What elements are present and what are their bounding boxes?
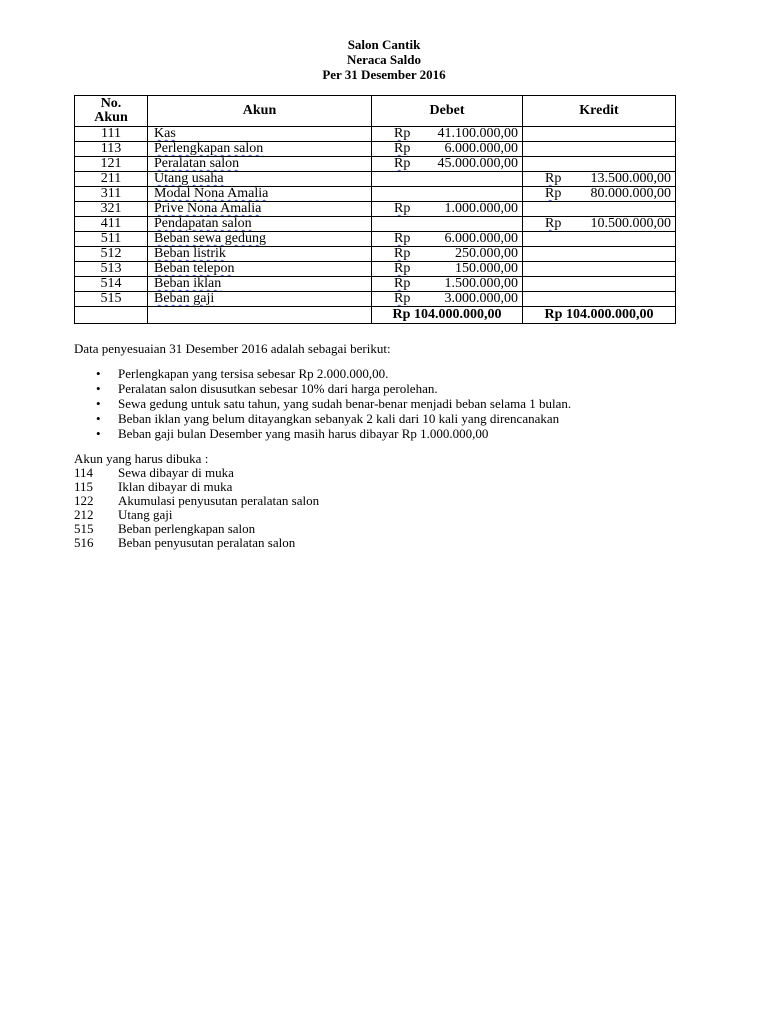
- debet-amount: 45.000.000,00: [437, 156, 518, 171]
- account-code: 516: [74, 535, 94, 550]
- adjustment-item: [74, 366, 571, 381]
- kredit-cell: [523, 172, 676, 187]
- account-name-text: Utang usaha: [154, 171, 224, 186]
- currency-label: Rp: [394, 156, 411, 171]
- account-title: Akumulasi penyusutan peralatan salon: [118, 493, 320, 508]
- total-row: [75, 307, 676, 324]
- debet-amount: 250.000,00: [455, 246, 518, 261]
- kredit-amount: 80.000.000,00: [590, 186, 671, 201]
- account-code: 114: [74, 465, 94, 480]
- account-number: 511: [75, 232, 148, 247]
- account-name: [148, 292, 372, 307]
- debet-cell: [372, 277, 523, 292]
- table-row: [75, 187, 676, 202]
- adjustment-text: Beban iklan yang belum ditayangkan sebanyak 2 kali dari 10 kali yang direncanakan: [118, 411, 560, 426]
- account-name: [148, 202, 372, 217]
- account-number: 311: [75, 187, 148, 202]
- adjustment-item: [74, 396, 571, 411]
- debet-amount: 1.500.000,00: [444, 276, 518, 291]
- list-item: [74, 536, 319, 550]
- table-row: [75, 232, 676, 247]
- debet-cell: [372, 202, 523, 217]
- account-number: 113: [75, 142, 148, 157]
- adjustment-item: [74, 381, 571, 396]
- account-name-text: Beban iklan: [154, 276, 222, 291]
- table-row: [75, 172, 676, 187]
- col-header-no-akun: [75, 96, 148, 127]
- currency-label: Rp: [394, 141, 411, 156]
- currency-label: Rp: [545, 216, 562, 231]
- debet-amount: 1.000.000,00: [444, 201, 518, 216]
- account-name-text: Perlengkapan salon: [154, 141, 264, 156]
- currency-label: Rp: [545, 171, 562, 186]
- account-title: Utang gaji: [118, 507, 173, 522]
- table-row: [75, 217, 676, 232]
- col-header-akun: Akun: [148, 96, 372, 127]
- account-number: 514: [75, 277, 148, 292]
- account-name: [148, 247, 372, 262]
- table-row: [75, 142, 676, 157]
- debet-cell: [372, 187, 523, 202]
- account-name-text: Beban listrik: [154, 246, 226, 261]
- adjustments-intro: Data penyesuaian 31 Desember 2016 adalah sebagai berikut:: [74, 341, 391, 356]
- total-empty-cell: [148, 307, 372, 324]
- bullet-icon: •: [96, 396, 101, 411]
- table-row: [75, 127, 676, 142]
- currency-label: Rp: [394, 231, 411, 246]
- list-item: [74, 494, 319, 508]
- col-header-no-line2: Akun: [94, 110, 128, 125]
- table-row: [75, 277, 676, 292]
- table-header-row: [75, 96, 676, 127]
- account-name-text: Pendapatan salon: [154, 216, 252, 231]
- account-name: [148, 187, 372, 202]
- table-row: [75, 157, 676, 172]
- kredit-cell: [523, 127, 676, 142]
- debet-cell: [372, 247, 523, 262]
- kredit-amount: 10.500.000,00: [590, 216, 671, 231]
- account-name-text: Prive Nona Amalia: [154, 201, 262, 216]
- account-code: 212: [74, 507, 94, 522]
- debet-cell: [372, 217, 523, 232]
- account-name-text: Modal Nona Amalia: [154, 186, 269, 201]
- account-number: 321: [75, 202, 148, 217]
- table-row: [75, 262, 676, 277]
- account-code: 115: [74, 479, 94, 494]
- account-name: [148, 157, 372, 172]
- adjustment-text: Perlengkapan yang tersisa sebesar Rp 2.000.000,00.: [118, 366, 389, 381]
- account-number: 111: [75, 127, 148, 142]
- table-row: [75, 202, 676, 217]
- bullet-icon: •: [96, 366, 101, 381]
- debet-amount: 3.000.000,00: [444, 291, 518, 306]
- kredit-cell: [523, 142, 676, 157]
- col-header-kredit: Kredit: [523, 96, 676, 127]
- debet-cell: [372, 262, 523, 277]
- account-name-text: Kas: [154, 126, 176, 141]
- adjustment-item: [74, 426, 571, 441]
- adjustment-text: Peralatan salon disusutkan sebesar 10% dari harga perolehan.: [118, 381, 438, 396]
- debet-cell: [372, 157, 523, 172]
- list-item: [74, 466, 319, 480]
- kredit-cell: [523, 202, 676, 217]
- account-name: [148, 172, 372, 187]
- adjustments-list: [74, 366, 571, 441]
- total-kredit: Rp 104.000.000,00: [523, 307, 676, 324]
- debet-cell: [372, 127, 523, 142]
- currency-label: Rp: [394, 291, 411, 306]
- table-row: [75, 247, 676, 262]
- debet-amount: 6.000.000,00: [444, 141, 518, 156]
- account-number: 512: [75, 247, 148, 262]
- report-period: Per 31 Desember 2016: [322, 67, 446, 82]
- currency-label: Rp: [394, 246, 411, 261]
- account-name: [148, 142, 372, 157]
- debet-cell: [372, 232, 523, 247]
- account-title: Beban perlengkapan salon: [118, 521, 256, 536]
- trial-balance-table: [74, 95, 676, 324]
- account-name-text: Peralatan salon: [154, 156, 240, 171]
- account-name-text: Beban gaji: [154, 291, 215, 306]
- bullet-icon: •: [96, 381, 101, 396]
- total-empty-cell: [75, 307, 148, 324]
- kredit-cell: [523, 232, 676, 247]
- list-item: [74, 522, 319, 536]
- account-name: [148, 262, 372, 277]
- kredit-cell: [523, 187, 676, 202]
- kredit-cell: [523, 247, 676, 262]
- debet-cell: [372, 142, 523, 157]
- kredit-amount: 13.500.000,00: [590, 171, 671, 186]
- company-name: Salon Cantik: [347, 37, 421, 52]
- account-title: Sewa dibayar di muka: [118, 465, 234, 480]
- account-number: 411: [75, 217, 148, 232]
- list-item: [74, 508, 319, 522]
- total-debet: Rp 104.000.000,00: [372, 307, 523, 324]
- account-number: 211: [75, 172, 148, 187]
- adjustment-text: Beban gaji bulan Desember yang masih harus dibayar Rp 1.000.000,00: [118, 426, 489, 441]
- account-number: 513: [75, 262, 148, 277]
- account-title: Iklan dibayar di muka: [118, 479, 233, 494]
- account-name: [148, 277, 372, 292]
- account-name: [148, 232, 372, 247]
- kredit-cell: [523, 157, 676, 172]
- account-code: 122: [74, 493, 94, 508]
- debet-amount: 6.000.000,00: [444, 231, 518, 246]
- debet-cell: [372, 172, 523, 187]
- account-title: Beban penyusutan peralatan salon: [118, 535, 296, 550]
- kredit-cell: [523, 217, 676, 232]
- account-name-text: Beban sewa gedung: [154, 231, 266, 246]
- adjustment-text: Sewa gedung untuk satu tahun, yang sudah benar-benar menjadi beban selama 1 bulan.: [118, 396, 572, 411]
- debet-cell: [372, 292, 523, 307]
- col-header-no-line1: No.: [100, 96, 122, 111]
- account-name: [148, 127, 372, 142]
- currency-label: Rp: [394, 276, 411, 291]
- bullet-icon: •: [96, 426, 101, 441]
- debet-amount: 41.100.000,00: [437, 126, 518, 141]
- account-number: 515: [75, 292, 148, 307]
- account-number: 121: [75, 157, 148, 172]
- new-accounts-title: Akun yang harus dibuka :: [74, 451, 209, 466]
- currency-label: Rp: [394, 261, 411, 276]
- currency-label: Rp: [394, 201, 411, 216]
- kredit-cell: [523, 262, 676, 277]
- bullet-icon: •: [96, 411, 101, 426]
- table-body: [75, 127, 676, 324]
- account-code: 515: [74, 521, 94, 536]
- report-title: Neraca Saldo: [346, 52, 422, 67]
- account-name: [148, 217, 372, 232]
- account-name-text: Beban telepon: [154, 261, 235, 276]
- kredit-cell: [523, 292, 676, 307]
- currency-label: Rp: [394, 126, 411, 141]
- debet-amount: 150.000,00: [455, 261, 518, 276]
- col-header-debet: Debet: [372, 96, 523, 127]
- adjustment-item: [74, 411, 571, 426]
- kredit-cell: [523, 277, 676, 292]
- currency-label: Rp: [545, 186, 562, 201]
- table-row: [75, 292, 676, 307]
- new-accounts-list: [74, 466, 319, 550]
- list-item: [74, 480, 319, 494]
